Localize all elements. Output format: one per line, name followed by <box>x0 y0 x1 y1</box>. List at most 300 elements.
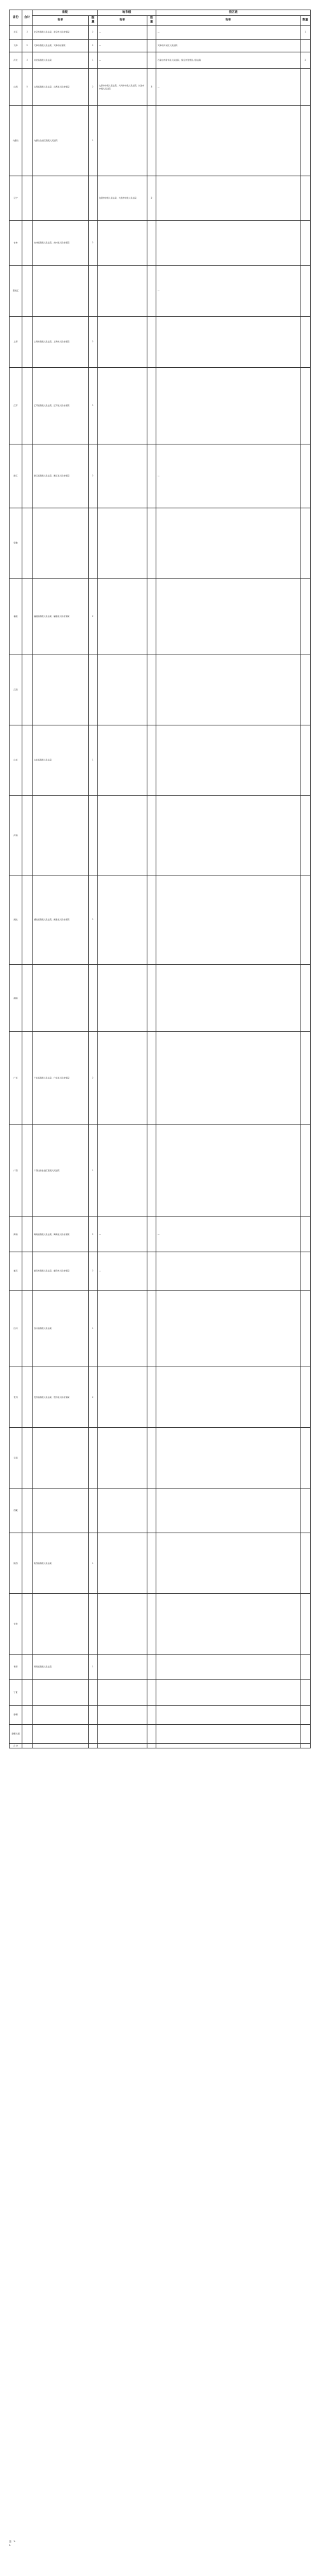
header-count-3: 数量 <box>300 16 311 26</box>
table-row <box>10 317 311 368</box>
count-cell-3 <box>300 1655 311 1680</box>
count-cell-2: 3 <box>147 69 156 106</box>
count-cell-2 <box>147 1367 156 1428</box>
count-cell-3 <box>300 368 311 444</box>
name-cell-2 <box>98 1428 147 1489</box>
name-cell-2: 沈阳市中级人民法院、大连市中级人民法院 <box>98 176 147 221</box>
note-1: 注：1. <box>9 2540 16 2543</box>
name-cell-2: 太原市中级人民法院、大同市中级人民法院、长治市中级人民法院 <box>98 69 147 106</box>
name-cell-1: 青海省高级人民法院 <box>33 1655 89 1680</box>
count-cell-1: 2 <box>89 1252 98 1291</box>
document-table-wrapper <box>9 10 310 1748</box>
name-cell-2 <box>98 1680 147 1706</box>
count-cell-1: 2 <box>89 1217 98 1252</box>
total-count-1 <box>89 1744 98 1748</box>
province-cell: 陕西 <box>10 1533 22 1594</box>
name-cell-3: 天津市河东区人民法院 <box>156 40 300 52</box>
province-cell: 重庆 <box>10 1252 22 1291</box>
count-cell-1: 2 <box>89 69 98 106</box>
count-cell-3 <box>300 69 311 106</box>
count-cell-2 <box>147 1706 156 1725</box>
count-cell-1 <box>89 1489 98 1533</box>
name-cell-3 <box>156 965 300 1032</box>
table-row <box>10 1489 311 1533</box>
province-cell: 福建 <box>10 579 22 655</box>
table-row <box>10 40 311 52</box>
name-cell-1 <box>33 1680 89 1706</box>
province-cell: 青海 <box>10 1655 22 1680</box>
name-cell-1: 陕西省高级人民法院 <box>33 1533 89 1594</box>
name-cell-1: 湖北省高级人民法院、湖北省人民检察院 <box>33 875 89 965</box>
count-cell-2 <box>147 725 156 796</box>
name-cell-2 <box>98 508 147 579</box>
total-row <box>10 1744 311 1748</box>
province-cell: 江苏 <box>10 368 22 444</box>
count-cell-3 <box>300 40 311 52</box>
total-cell <box>22 725 33 796</box>
name-cell-3: — <box>156 69 300 106</box>
table-row <box>10 266 311 317</box>
header-row-1 <box>10 10 311 16</box>
total-cell <box>22 1680 33 1706</box>
count-cell-2 <box>147 965 156 1032</box>
table-row <box>10 176 311 221</box>
total-cell <box>22 1533 33 1594</box>
name-cell-3 <box>156 875 300 965</box>
name-cell-2 <box>98 1489 147 1533</box>
table-row <box>10 1680 311 1706</box>
count-cell-3 <box>300 1533 311 1594</box>
total-cell <box>22 1655 33 1680</box>
count-cell-1 <box>89 1428 98 1489</box>
total-filler-2 <box>98 1744 147 1748</box>
name-cell-2 <box>98 221 147 266</box>
name-cell-2 <box>98 579 147 655</box>
header-name-1: 名单 <box>33 16 89 26</box>
province-cell: 贵州 <box>10 1367 22 1428</box>
count-cell-1: 2 <box>89 368 98 444</box>
name-cell-1: 上海市高级人民法院、上海市人民检察院 <box>33 317 89 368</box>
province-cell: 新疆 <box>10 1706 22 1725</box>
count-cell-3: 1 <box>300 26 311 40</box>
table-notes <box>9 2540 310 2547</box>
name-cell-2: — <box>98 52 147 69</box>
header-group-2: 地市级 <box>98 10 156 16</box>
name-cell-1 <box>33 655 89 725</box>
name-cell-3: — <box>156 1217 300 1252</box>
count-cell-2 <box>147 1489 156 1533</box>
province-cell: 广东 <box>10 1032 22 1125</box>
count-cell-2 <box>147 40 156 52</box>
header-count-2: 数量 <box>147 16 156 26</box>
table-row <box>10 26 311 40</box>
count-cell-2 <box>147 266 156 317</box>
header-province: 省份 <box>10 10 22 26</box>
name-cell-2 <box>98 875 147 965</box>
total-cell <box>22 875 33 965</box>
note-2: 2. <box>9 2543 11 2547</box>
table-row <box>10 655 311 725</box>
count-cell-1: 2 <box>89 221 98 266</box>
name-cell-2 <box>98 266 147 317</box>
table-row <box>10 965 311 1032</box>
count-cell-3 <box>300 1428 311 1489</box>
total-cell <box>22 796 33 875</box>
count-cell-1: 2 <box>89 579 98 655</box>
count-cell-1: 1 <box>89 725 98 796</box>
name-cell-2: — <box>98 40 147 52</box>
table-row <box>10 579 311 655</box>
table-row <box>10 368 311 444</box>
count-cell-2 <box>147 1655 156 1680</box>
name-cell-2 <box>98 1655 147 1680</box>
total-filler-3 <box>156 1744 300 1748</box>
table-row <box>10 508 311 579</box>
name-cell-1 <box>33 266 89 317</box>
total-cell <box>22 1291 33 1367</box>
name-cell-3 <box>156 725 300 796</box>
name-cell-2 <box>98 106 147 176</box>
name-cell-1: 江苏省高级人民法院、江苏省人民检察院 <box>33 368 89 444</box>
header-total: 合计 <box>22 10 33 26</box>
name-cell-3 <box>156 1725 300 1744</box>
count-cell-3 <box>300 725 311 796</box>
header-row-2 <box>10 16 311 26</box>
count-cell-3 <box>300 1217 311 1252</box>
count-cell-1: 2 <box>89 40 98 52</box>
summary-table <box>9 10 311 1748</box>
count-cell-1 <box>89 965 98 1032</box>
name-cell-3 <box>156 796 300 875</box>
header-group-3: 县区级 <box>156 10 311 16</box>
name-cell-1: 天津市高级人民法院、天津市检察院 <box>33 40 89 52</box>
name-cell-3: — <box>156 26 300 40</box>
name-cell-2 <box>98 796 147 875</box>
count-cell-1: 1 <box>89 1125 98 1217</box>
count-cell-2 <box>147 221 156 266</box>
total-cell: 3 <box>22 52 33 69</box>
name-cell-3 <box>156 1489 300 1533</box>
name-cell-1 <box>33 1594 89 1655</box>
name-cell-3 <box>156 221 300 266</box>
province-cell: 四川 <box>10 1291 22 1367</box>
header-group-1: 省级 <box>33 10 98 16</box>
name-cell-2: — <box>98 1252 147 1291</box>
count-cell-2 <box>147 368 156 444</box>
count-cell-1 <box>89 176 98 221</box>
count-cell-3 <box>300 176 311 221</box>
name-cell-3: — <box>156 444 300 508</box>
count-cell-1 <box>89 1594 98 1655</box>
total-cell: 2 <box>22 40 33 52</box>
count-cell-1: 2 <box>89 875 98 965</box>
name-cell-1 <box>33 1489 89 1533</box>
name-cell-1: 山东省高级人民法院 <box>33 725 89 796</box>
count-cell-3 <box>300 1367 311 1428</box>
count-cell-3 <box>300 796 311 875</box>
count-cell-3 <box>300 1725 311 1744</box>
count-cell-3 <box>300 875 311 965</box>
name-cell-2 <box>98 655 147 725</box>
name-cell-1: 河北省高级人民法院 <box>33 52 89 69</box>
total-cell <box>22 176 33 221</box>
name-cell-3 <box>156 1706 300 1725</box>
total-count-3 <box>300 1744 311 1748</box>
total-cell <box>22 1252 33 1291</box>
count-cell-3 <box>300 266 311 317</box>
name-cell-2 <box>98 1125 147 1217</box>
name-cell-2 <box>98 1725 147 1744</box>
total-cell <box>22 655 33 725</box>
name-cell-2 <box>98 1594 147 1655</box>
name-cell-1 <box>33 965 89 1032</box>
total-label: 合 计 <box>10 1744 22 1748</box>
name-cell-1 <box>33 176 89 221</box>
province-cell: 广西 <box>10 1125 22 1217</box>
name-cell-3 <box>156 1680 300 1706</box>
count-cell-1 <box>89 1680 98 1706</box>
name-cell-3 <box>156 317 300 368</box>
count-cell-3 <box>300 1706 311 1725</box>
table-row <box>10 1428 311 1489</box>
count-cell-1: 1 <box>89 1655 98 1680</box>
count-cell-1: 1 <box>89 1533 98 1594</box>
count-cell-2 <box>147 1032 156 1125</box>
province-cell: 湖北 <box>10 875 22 965</box>
total-cell <box>22 1032 33 1125</box>
count-cell-1 <box>89 508 98 579</box>
name-cell-1: 四川省高级人民法院 <box>33 1291 89 1367</box>
name-cell-2 <box>98 1291 147 1367</box>
province-cell: 海南 <box>10 1217 22 1252</box>
province-cell: 辽宁 <box>10 176 22 221</box>
count-cell-3 <box>300 579 311 655</box>
count-cell-3 <box>300 1489 311 1533</box>
count-cell-3 <box>300 444 311 508</box>
table-row <box>10 1655 311 1680</box>
province-cell: 上海 <box>10 317 22 368</box>
count-cell-1: 1 <box>89 1291 98 1367</box>
count-cell-3 <box>300 655 311 725</box>
header-name-2: 名单 <box>98 16 147 26</box>
count-cell-3: 2 <box>300 52 311 69</box>
table-row <box>10 875 311 965</box>
count-cell-1 <box>89 1706 98 1725</box>
count-cell-2 <box>147 26 156 40</box>
province-cell: 天津 <box>10 40 22 52</box>
table-row <box>10 52 311 69</box>
total-cell <box>22 1725 33 1744</box>
name-cell-3 <box>156 508 300 579</box>
count-cell-1: 2 <box>89 26 98 40</box>
count-cell-2 <box>147 579 156 655</box>
name-cell-3 <box>156 1252 300 1291</box>
name-cell-2 <box>98 1032 147 1125</box>
count-cell-1: 1 <box>89 52 98 69</box>
name-cell-2 <box>98 1533 147 1594</box>
count-cell-3 <box>300 1291 311 1367</box>
count-cell-3 <box>300 317 311 368</box>
table-row <box>10 69 311 106</box>
name-cell-2: — <box>98 1217 147 1252</box>
province-cell: 云南 <box>10 1428 22 1489</box>
grand-total <box>22 1744 33 1748</box>
name-cell-3 <box>156 579 300 655</box>
table-row <box>10 106 311 176</box>
name-cell-1: 广东省高级人民法院、广东省人民检察院 <box>33 1032 89 1125</box>
name-cell-3 <box>156 1533 300 1594</box>
name-cell-3: — <box>156 266 300 317</box>
name-cell-2: — <box>98 26 147 40</box>
count-cell-3 <box>300 1252 311 1291</box>
total-count-2 <box>147 1744 156 1748</box>
count-cell-3 <box>300 1680 311 1706</box>
name-cell-3 <box>156 106 300 176</box>
name-cell-3 <box>156 1428 300 1489</box>
table-row <box>10 1291 311 1367</box>
province-cell: 江西 <box>10 655 22 725</box>
total-cell <box>22 1594 33 1655</box>
province-cell: 西藏 <box>10 1489 22 1533</box>
count-cell-1: 2 <box>89 317 98 368</box>
table-row <box>10 1125 311 1217</box>
count-cell-2 <box>147 1680 156 1706</box>
total-cell <box>22 106 33 176</box>
count-cell-3 <box>300 965 311 1032</box>
count-cell-2 <box>147 508 156 579</box>
province-cell: 浙江 <box>10 444 22 508</box>
name-cell-1: 贵州省高级人民法院、贵州省人民检察院 <box>33 1367 89 1428</box>
total-cell <box>22 221 33 266</box>
name-cell-1: 吉林省高级人民法院、吉林省人民检察院 <box>33 221 89 266</box>
table-row <box>10 1217 311 1252</box>
count-cell-2: 2 <box>147 176 156 221</box>
name-cell-1: 内蒙古自治区高级人民法院 <box>33 106 89 176</box>
name-cell-1 <box>33 1725 89 1744</box>
count-cell-3 <box>300 1125 311 1217</box>
province-cell: 河南 <box>10 796 22 875</box>
name-cell-2 <box>98 725 147 796</box>
province-cell: 新疆兵团 <box>10 1725 22 1744</box>
name-cell-3 <box>156 1367 300 1428</box>
name-cell-2 <box>98 317 147 368</box>
count-cell-2 <box>147 1217 156 1252</box>
total-cell <box>22 965 33 1032</box>
total-cell: 3 <box>22 26 33 40</box>
count-cell-2 <box>147 1533 156 1594</box>
count-cell-2 <box>147 317 156 368</box>
name-cell-1: 北京市高级人民法院、北京市人民检察院 <box>33 26 89 40</box>
name-cell-1: 福建省高级人民法院、福建省人民检察院 <box>33 579 89 655</box>
province-cell: 山东 <box>10 725 22 796</box>
count-cell-2 <box>147 875 156 965</box>
name-cell-3 <box>156 1032 300 1125</box>
count-cell-1 <box>89 266 98 317</box>
total-cell: 5 <box>22 69 33 106</box>
total-cell <box>22 266 33 317</box>
count-cell-2 <box>147 1428 156 1489</box>
header-name-3: 名单 <box>156 16 300 26</box>
province-cell: 山西 <box>10 69 22 106</box>
province-cell: 安徽 <box>10 508 22 579</box>
total-cell <box>22 1367 33 1428</box>
province-cell: 甘肃 <box>10 1594 22 1655</box>
count-cell-1 <box>89 796 98 875</box>
total-filler-1 <box>33 1744 89 1748</box>
name-cell-3 <box>156 368 300 444</box>
table-row <box>10 1594 311 1655</box>
count-cell-2 <box>147 106 156 176</box>
total-cell <box>22 579 33 655</box>
table-row <box>10 1367 311 1428</box>
count-cell-1: 1 <box>89 106 98 176</box>
name-cell-3 <box>156 176 300 221</box>
total-cell <box>22 1489 33 1533</box>
count-cell-3 <box>300 221 311 266</box>
count-cell-1: 2 <box>89 1032 98 1125</box>
name-cell-2 <box>98 1367 147 1428</box>
count-cell-3 <box>300 1594 311 1655</box>
name-cell-2 <box>98 965 147 1032</box>
count-cell-2 <box>147 1252 156 1291</box>
count-cell-2 <box>147 1125 156 1217</box>
table-row <box>10 1725 311 1744</box>
table-row <box>10 725 311 796</box>
count-cell-3 <box>300 106 311 176</box>
total-cell <box>22 368 33 444</box>
total-cell <box>22 317 33 368</box>
count-cell-2 <box>147 1725 156 1744</box>
name-cell-3 <box>156 1291 300 1367</box>
province-cell: 宁夏 <box>10 1680 22 1706</box>
table-row <box>10 1032 311 1125</box>
name-cell-1: 海南省高级人民法院、海南省人民检察院 <box>33 1217 89 1252</box>
name-cell-3 <box>156 1125 300 1217</box>
name-cell-1: 山西省高级人民法院、山西省人民检察院 <box>33 69 89 106</box>
count-cell-2 <box>147 1594 156 1655</box>
name-cell-2 <box>98 368 147 444</box>
name-cell-1: 广西壮族自治区高级人民法院 <box>33 1125 89 1217</box>
name-cell-1 <box>33 796 89 875</box>
name-cell-2 <box>98 1706 147 1725</box>
total-cell <box>22 444 33 508</box>
name-cell-2 <box>98 444 147 508</box>
table-row <box>10 796 311 875</box>
count-cell-3 <box>300 1032 311 1125</box>
count-cell-2 <box>147 796 156 875</box>
total-cell <box>22 1706 33 1725</box>
name-cell-3 <box>156 655 300 725</box>
province-cell: 黑龙江 <box>10 266 22 317</box>
count-cell-2 <box>147 52 156 69</box>
count-cell-1 <box>89 655 98 725</box>
name-cell-3 <box>156 1594 300 1655</box>
province-cell: 河北 <box>10 52 22 69</box>
name-cell-1 <box>33 1428 89 1489</box>
table-row <box>10 1252 311 1291</box>
name-cell-1 <box>33 508 89 579</box>
table-row <box>10 1706 311 1725</box>
total-cell <box>22 1428 33 1489</box>
header-count-1: 数量 <box>89 16 98 26</box>
count-cell-2 <box>147 444 156 508</box>
province-cell: 吉林 <box>10 221 22 266</box>
table-body <box>10 26 311 1744</box>
total-cell <box>22 1217 33 1252</box>
table-row <box>10 1533 311 1594</box>
name-cell-1: 浙江省高级人民法院、浙江省人民检察院 <box>33 444 89 508</box>
count-cell-3 <box>300 508 311 579</box>
